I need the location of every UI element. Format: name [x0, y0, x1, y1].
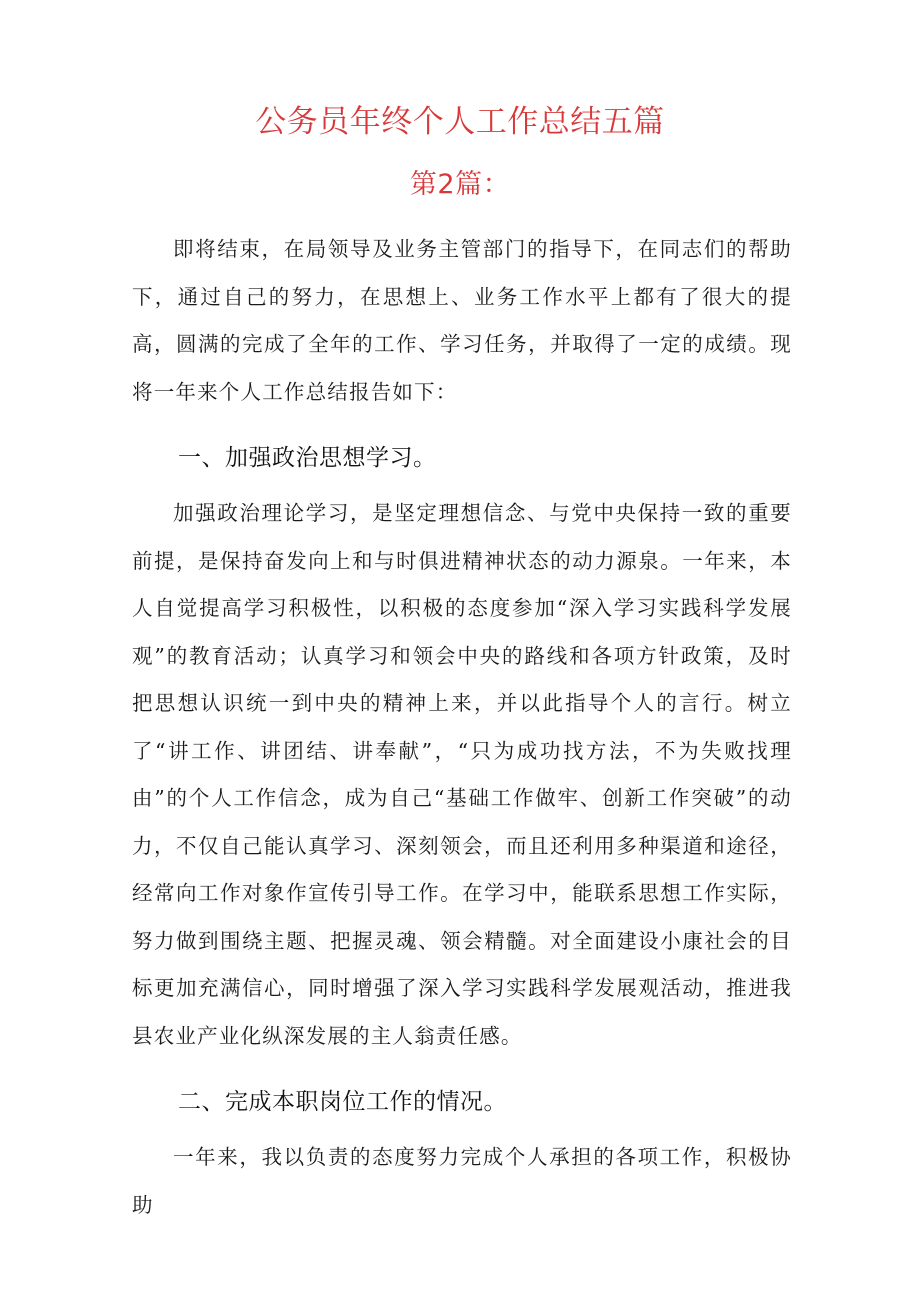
paragraph-job-duties: 一年来，我以负责的态度努力完成个人承担的各项工作，积极协助	[132, 1145, 792, 1217]
document-subtitle: 第2篇：	[409, 169, 511, 200]
section-heading-1: 一、加强政治思想学习。	[178, 445, 437, 471]
paragraph-political-study: 加强政治理论学习，是坚定理想信念、与党中央保持一致的重要前提，是保持奋发向上和与时俱进精神状态的动力源泉。一年来，本人自觉提高学习积极性，以积极的态度参加“深入学习实践科学发展观”的教育活动；认真学习和领会中央的路线和各项方针政策，及时把思想认识统一到中央的精神上来，并以此指导个人的言行。树立了“讲工作、讲团结、讲奉献”，“只为成功找方法，不为失败找理由”的个人工作信念，成为自己“基础工作做牢、创新工作突破”的动力，不仅自己能认真学习、深刻领会，而且还利用多种渠道和途径，经常向工作对象作宣传引导工作。在学习中，能联系思想工作实际，努力做到围绕主题、把握灵魂、领会精髓。对全面建设小康社会的目标更加充满信心，同时增强了深入学习实践科学发展观活动，推进我县农业产业化纵深发展的主人翁责任感。	[132, 501, 792, 1048]
document-title: 公务员年终个人工作总结五篇	[255, 104, 665, 140]
section-heading-2: 二、完成本职岗位工作的情况。	[178, 1089, 507, 1115]
paragraph-intro: 即将结束，在局领导及业务主管部门的指导下，在同志们的帮助下，通过自己的努力，在思想上、业务工作水平上都有了很大的提高，圆满的完成了全年的工作、学习任务，并取得了一定的成绩。现将一年来个人工作总结报告如下：	[132, 237, 792, 404]
